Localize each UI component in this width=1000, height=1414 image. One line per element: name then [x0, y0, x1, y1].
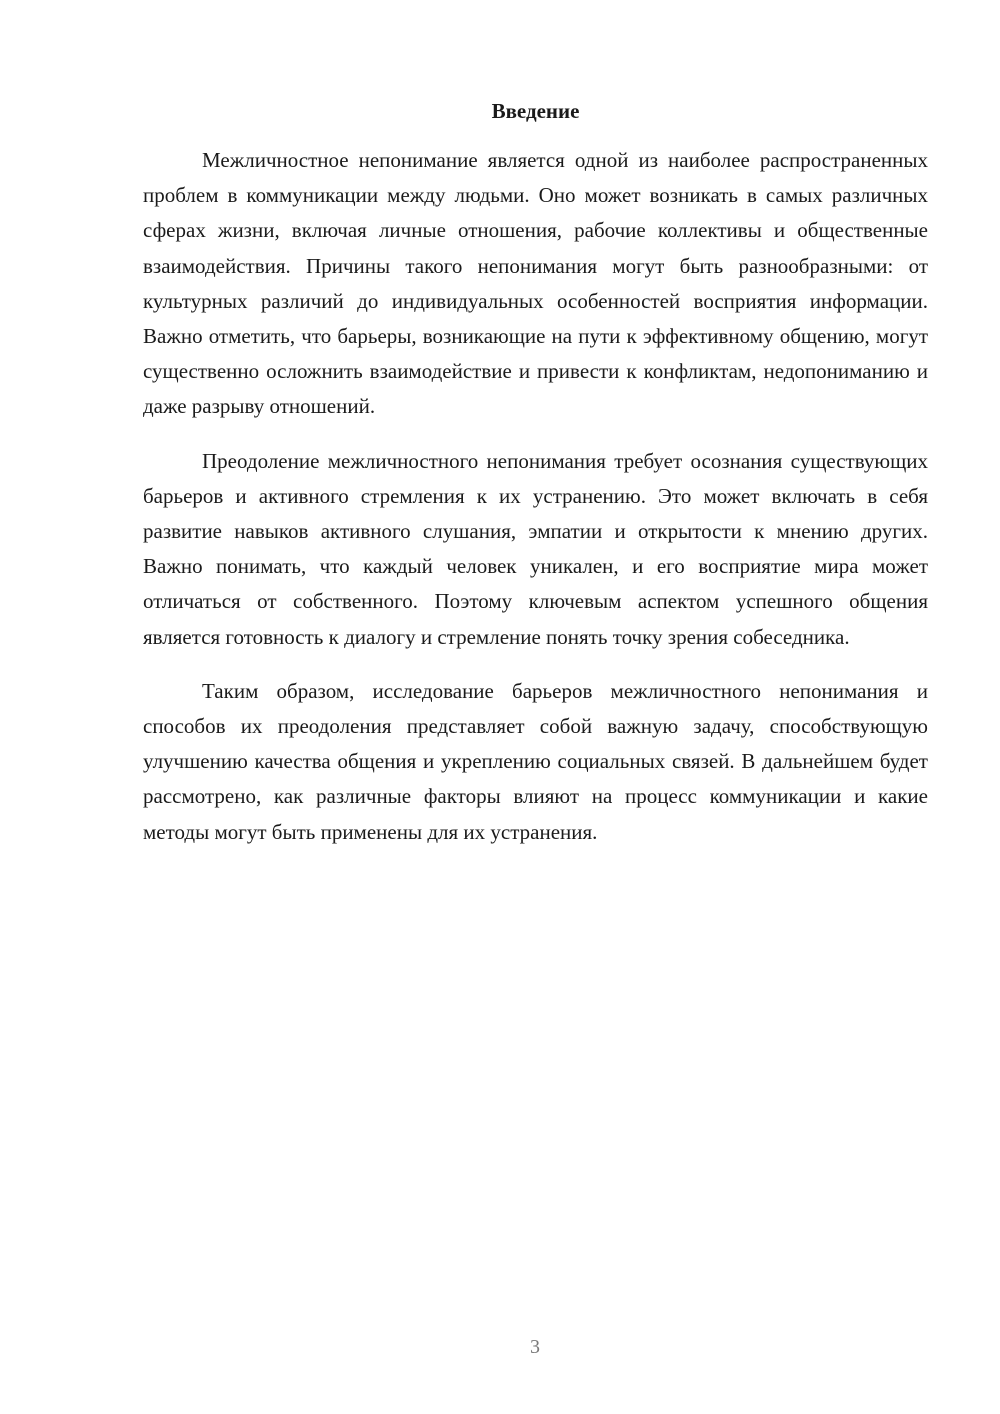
page-number: 3	[530, 1336, 540, 1358]
section-heading: Введение	[491, 99, 580, 123]
paragraph-3: Таким образом, исследование барьеров межличностного непонимания и способов их преодоления представляет собой важную задачу, способствующую улучшению качества общения и укреплению социальных связей. В дальнейшем будет рассмотрено, как различные факторы влияют на процесс коммуникации и какие методы могут быть применены для их устранения.	[143, 678, 928, 844]
paragraph-2: Преодоление межличностного непонимания требует осознания существующих барьеров и активного стремления к их устранению. Это может включать в себя развитие навыков активного слушания, эмпатии и открытости к мнению других. Важно понимать, что каждый человек уникален, и его восприятие мира может отличаться от собственного. Поэтому ключевым аспектом успешного общения является готовность к диалогу и стремление понять точку зрения собеседника.	[143, 448, 928, 649]
paragraph-1: Межличностное непонимание является одной из наиболее распространенных проблем в коммуникации между людьми. Оно может возникать в самых различных сферах жизни, включая личные отношения, рабочие коллективы и общественные взаимодействия. Причины такого непонимания могут быть разнообразными: от культурных различий до индивидуальных особенностей восприятия информации. Важно отметить, что барьеры, возникающие на пути к эффективному общению, могут существенно осложнить взаимодействие и привести к конфликтам, недопониманию и даже разрыву отношений.	[143, 148, 928, 419]
document-body	[143, 143, 928, 869]
